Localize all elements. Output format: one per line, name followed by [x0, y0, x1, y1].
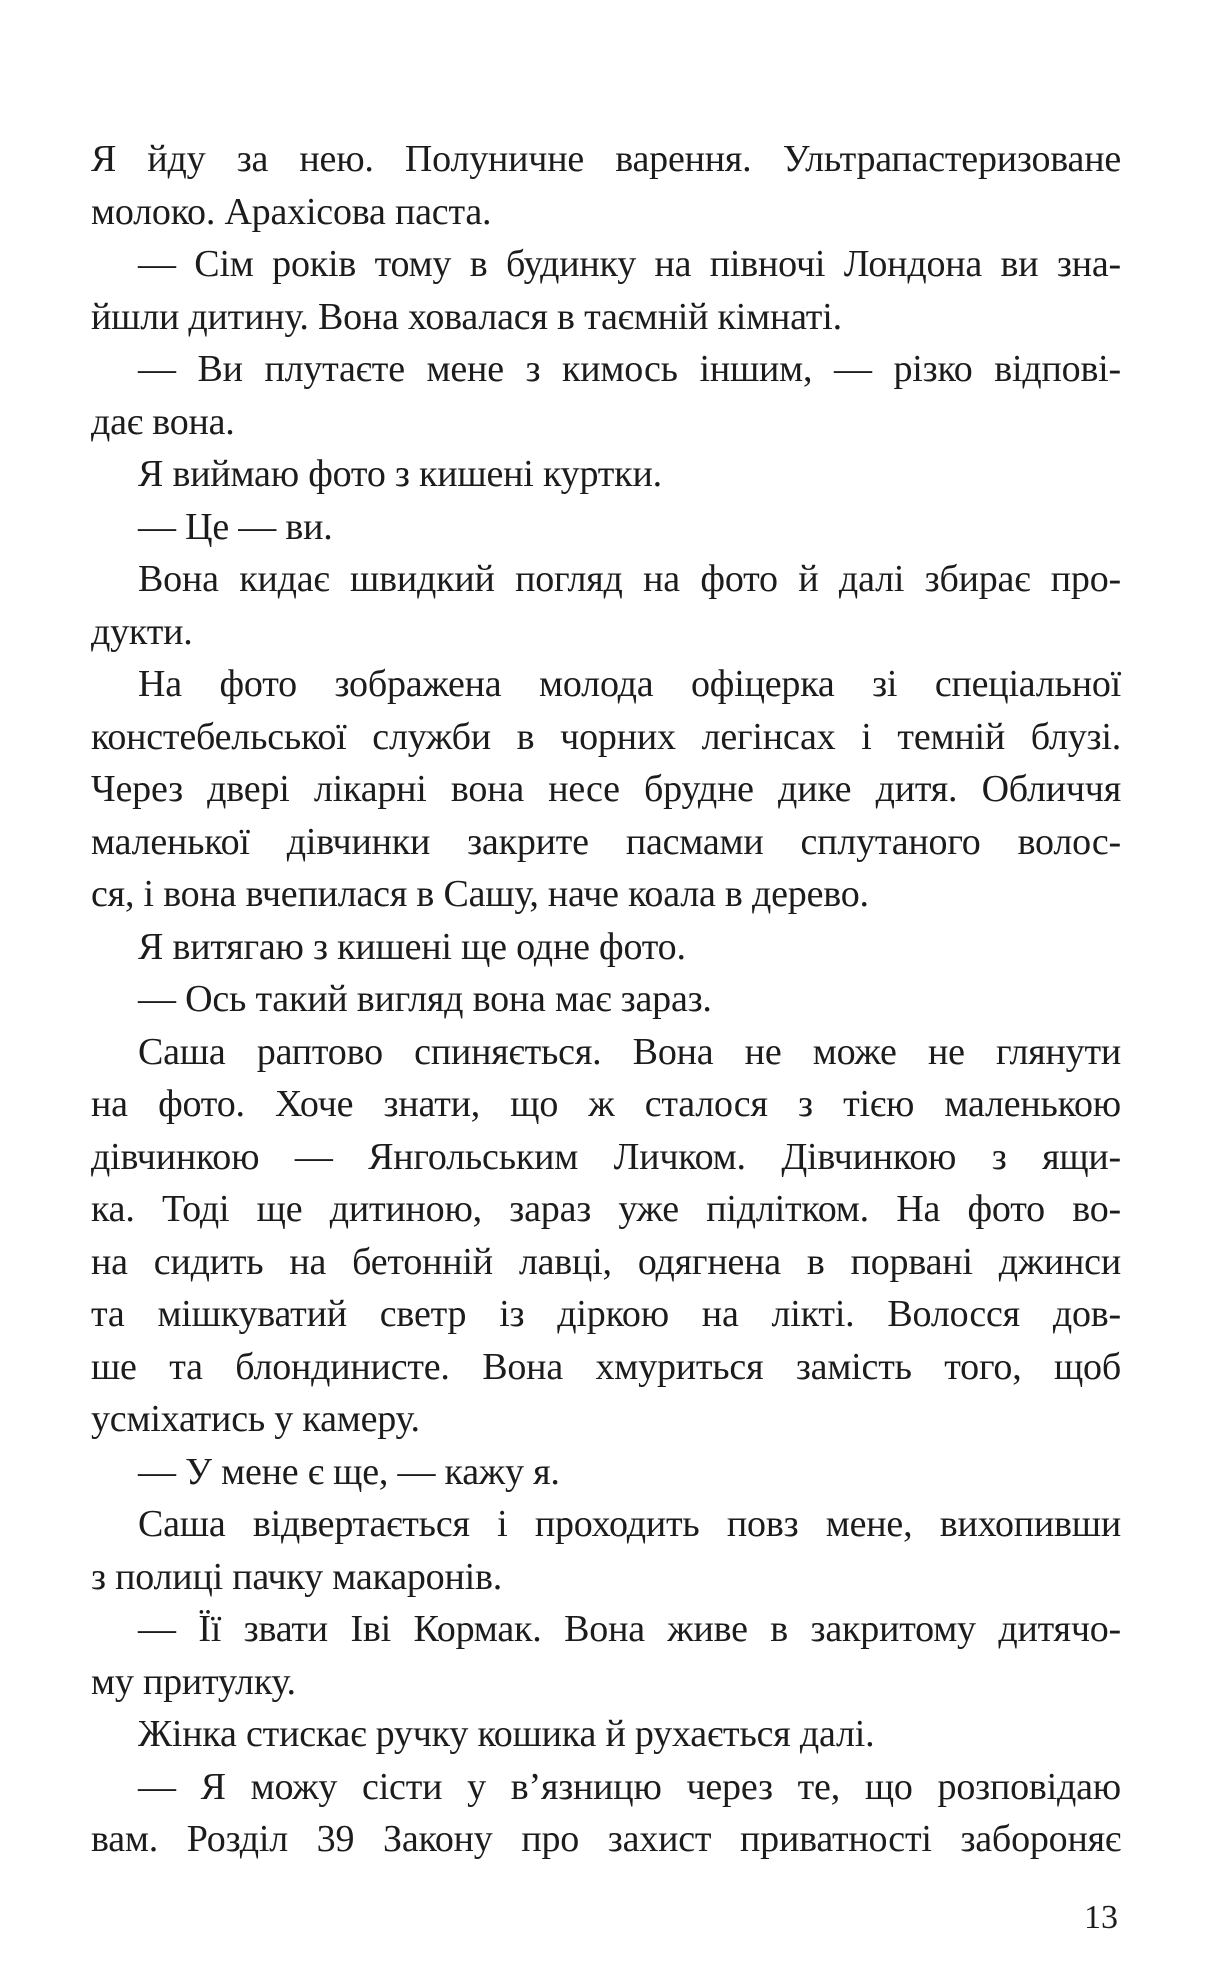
text-line: на фото. Хоче знати, що ж сталося з тією маленькою — [91, 1083, 1121, 1125]
text-line: — Я можу сісти у в’язницю через те, що розповідаю — [138, 1765, 1121, 1808]
page-number: 13 — [1084, 1899, 1118, 1936]
text-line: Через двері лікарні вона несе брудне дике дитя. Обличчя — [91, 768, 1121, 810]
text-line: йшли дитину. Вона ховалася в таємній кімнаті. — [91, 295, 842, 338]
text-line: Саша відвертається і проходить повз мене, вихопивши — [138, 1503, 1121, 1545]
text-line: Я йду за нею. Полуничне варення. Ультрапастеризоване — [91, 138, 1121, 180]
text-line: Вона кидає швидкий погляд на фото й далі збирає про- — [138, 558, 1121, 600]
text-line: з полиці пачку макаронів. — [91, 1555, 502, 1598]
text-line: дівчинкою — Янгольським Личком. Дівчинкою з ящи- — [91, 1135, 1121, 1178]
text-line: усміхатись у камеру. — [91, 1398, 420, 1440]
text-line: — Ви плутаєте мене з кимось іншим, — різко відпові- — [138, 348, 1121, 390]
text-line: вам. Розділ 39 Закону про захист приватності забороняє — [91, 1818, 1121, 1860]
text-line: — Сім років тому в будинку на півночі Лондона ви зна- — [138, 243, 1121, 285]
text-line: ка. Тоді ще дитиною, зараз уже підлітком. На фото во- — [91, 1188, 1121, 1230]
text-line: — Її звати Іві Кормак. Вона живе в закритому дитячо- — [138, 1608, 1121, 1650]
text-line: ше та блондинисте. Вона хмуриться замість того, щоб — [91, 1345, 1121, 1388]
text-line: та мішкуватий светр із діркою на лікті. Волосся дов- — [91, 1293, 1121, 1335]
text-line: на сидить на бетонній лавці, одягнена в порвані джинси — [91, 1240, 1121, 1283]
text-line: — Ось такий вигляд вона має зараз. — [138, 978, 712, 1020]
text-line: На фото зображена молода офіцерка зі спеціальної — [138, 663, 1121, 705]
text-line: му притулку. — [91, 1660, 296, 1703]
text-line: маленької дівчинки закрите пасмами сплутаного волос- — [91, 820, 1121, 863]
text-line: Жінка стискає ручку кошика й рухається далі. — [138, 1713, 875, 1755]
text-line: дукти. — [91, 610, 193, 653]
text-line: Я виймаю фото з кишені куртки. — [138, 453, 662, 495]
text-line: Я витягаю з кишені ще одне фото. — [138, 925, 686, 968]
body-text — [91, 133, 1121, 1866]
text-line: — У мене є ще, — кажу я. — [138, 1450, 560, 1493]
text-line: ся, і вона вчепилася в Сашу, наче коала в дерево. — [91, 873, 869, 915]
text-line: констебельської служби в чорних легінсах і темній блузі. — [91, 715, 1121, 758]
text-line: Саша раптово спиняється. Вона не може не глянути — [138, 1030, 1121, 1073]
text-line: молоко. Арахісова паста. — [91, 190, 492, 233]
text-line: дає вона. — [91, 400, 235, 443]
text-line: — Це — ви. — [138, 505, 333, 548]
